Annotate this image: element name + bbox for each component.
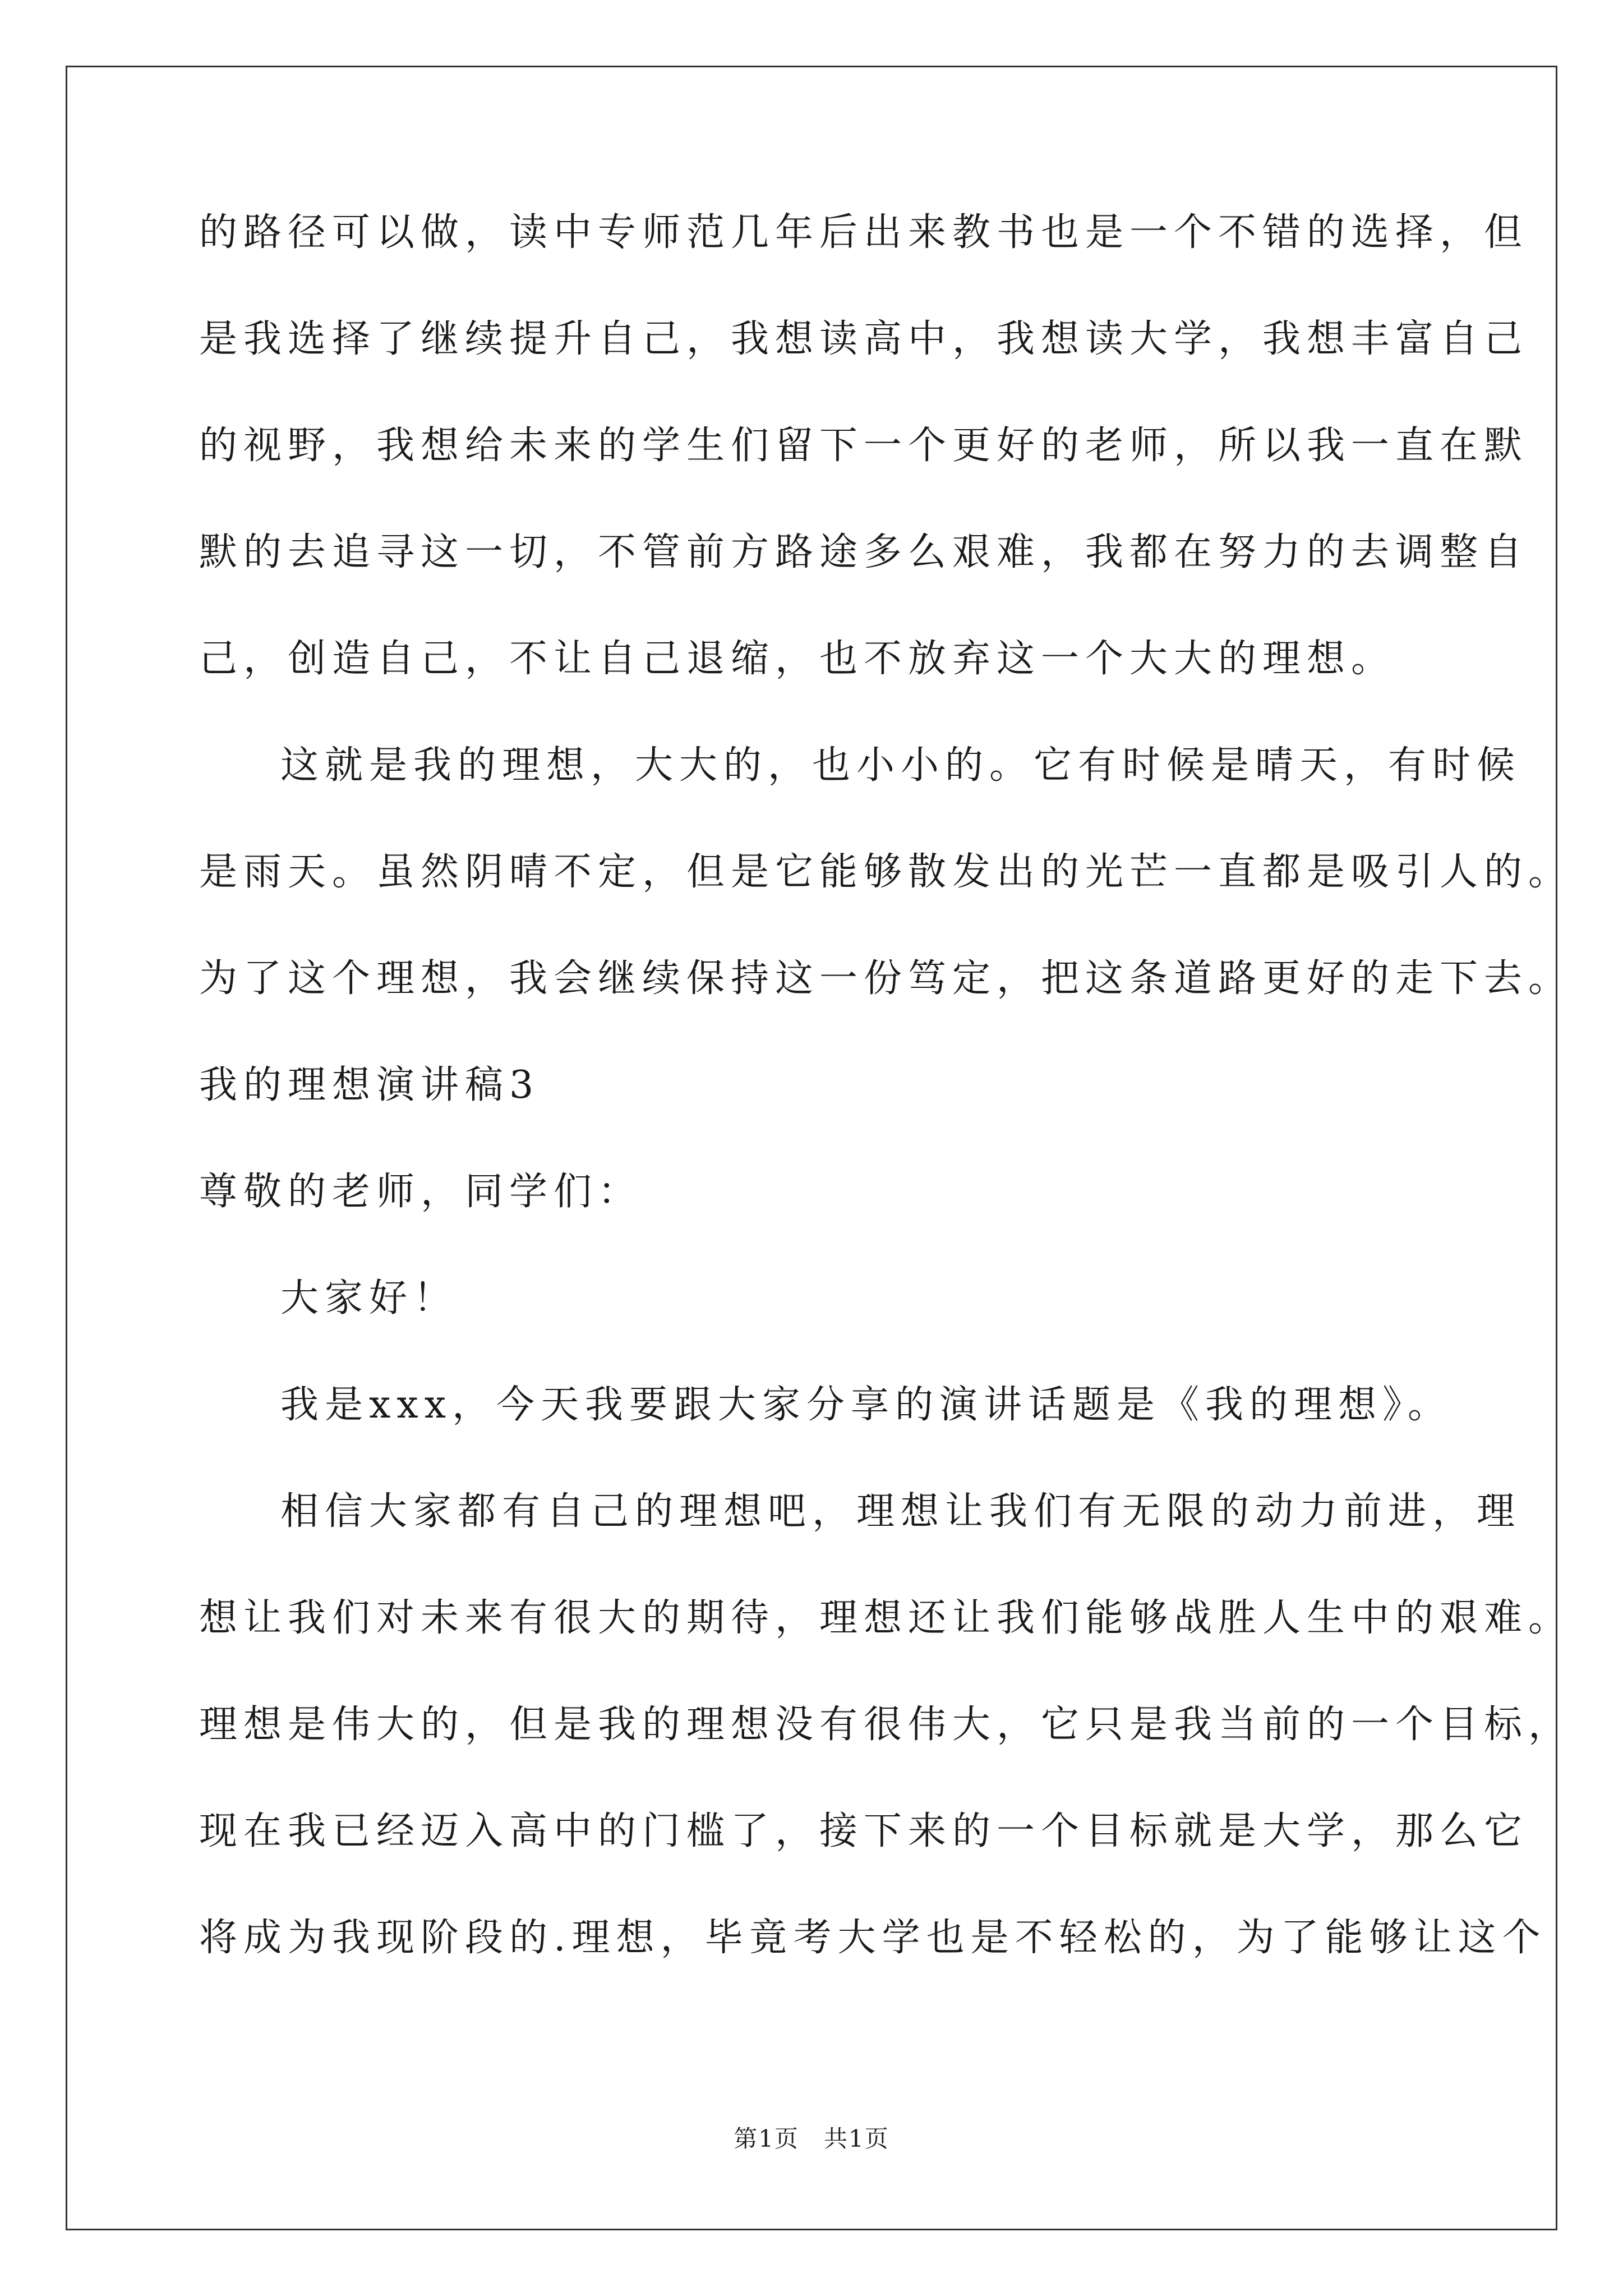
text-line: 想让我们对未来有很大的期待，理想还让我们能够战胜人生中的艰难。 xyxy=(199,1596,1573,1640)
text-line: 我是xxx，今天我要跟大家分享的演讲话题是《我的理想》。 xyxy=(280,1383,1453,1427)
text-line: 这就是我的理想，大大的，也小小的。它有时候是晴天，有时候 xyxy=(280,743,1521,788)
text-line: 现在我已经迈入高中的门槛了，接下来的一个目标就是大学，那么它 xyxy=(199,1809,1529,1853)
text-line: 为了这个理想，我会继续保持这一份笃定，把这条道路更好的走下去。 xyxy=(199,956,1573,1001)
text-line: 己，创造自己，不让自己退缩，也不放弃这一个大大的理想。 xyxy=(199,637,1396,681)
text-line: 默的去追寻这一切，不管前方路途多么艰难，我都在努力的去调整自 xyxy=(199,530,1529,574)
text-line: 的视野，我想给未来的学生们留下一个更好的老师，所以我一直在默 xyxy=(199,424,1529,468)
text-line: 相信大家都有自己的理想吧，理想让我们有无限的动力前进，理 xyxy=(280,1489,1521,1534)
text-line: 大家好！ xyxy=(280,1276,458,1320)
text-line: 将成为我现阶段的.理想，毕竟考大学也是不轻松的，为了能够让这个 xyxy=(199,1916,1547,1960)
text-line: 我的理想演讲稿3 xyxy=(199,1063,540,1107)
text-line: 尊敬的老师，同学们： xyxy=(199,1170,643,1214)
text-line: 的路径可以做，读中专师范几年后出来教书也是一个不错的选择，但 xyxy=(199,210,1529,255)
text-line: 是雨天。虽然阴晴不定，但是它能够散发出的光芒一直都是吸引人的。 xyxy=(199,850,1573,894)
text-line: 理想是伟大的，但是我的理想没有很伟大，它只是我当前的一个目标， xyxy=(199,1703,1573,1747)
text-line: 是我选择了继续提升自己，我想读高中，我想读大学，我想丰富自己 xyxy=(199,317,1529,361)
page-footer: 第1页 共1页 xyxy=(734,2125,889,2152)
